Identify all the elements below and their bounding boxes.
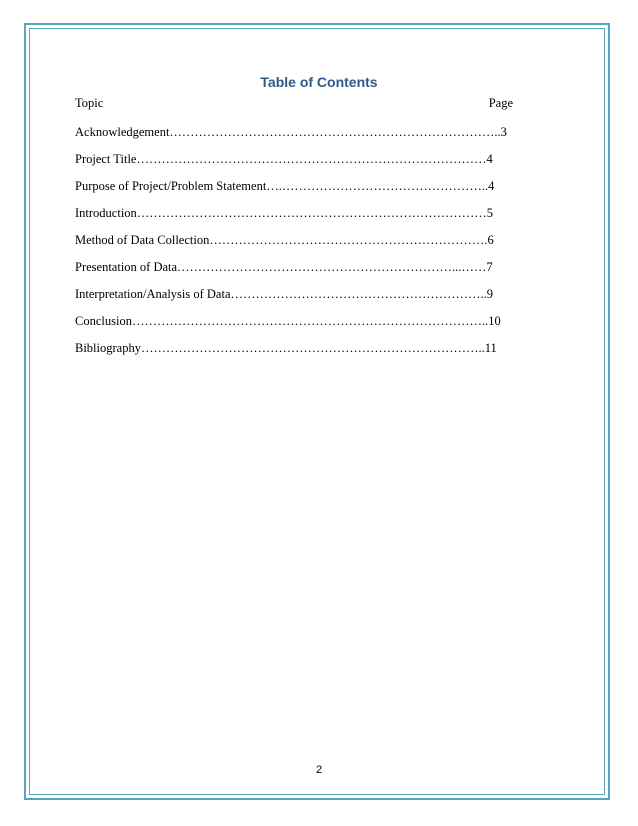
toc-title: Table of Contents — [260, 74, 378, 90]
toc-entry-method: Method of Data Collection………………………………………………………….6 — [75, 233, 494, 247]
toc-header-row — [75, 96, 513, 111]
page-column-label: Page — [488, 96, 513, 110]
topic-column-label: Topic — [75, 96, 104, 110]
toc-entry-bibliography: Bibliography………………………………………………………………………..11 — [75, 341, 497, 355]
toc-entry-presentation: Presentation of Data…………………………………………………………...……7 — [75, 260, 493, 274]
toc-entry-introduction: Introduction…………………………………………………………………………5 — [75, 206, 494, 220]
toc-entry-interpretation: Interpretation/Analysis of Data……………………………………………………..9 — [75, 287, 494, 301]
page-number: 2 — [315, 764, 323, 776]
toc-entry-conclusion: Conclusion…………………………………………………………………………..10 — [75, 314, 501, 328]
page-border-inner — [29, 28, 605, 795]
toc-entry-purpose: Purpose of Project/Problem Statement….…………………………………………..4 — [75, 179, 495, 193]
toc-entry-acknowledgement: Acknowledgement……………………………………………………………………..3 — [75, 125, 507, 139]
toc-entry-project-title: Project Title…………………………………………………………………………4 — [75, 152, 493, 166]
